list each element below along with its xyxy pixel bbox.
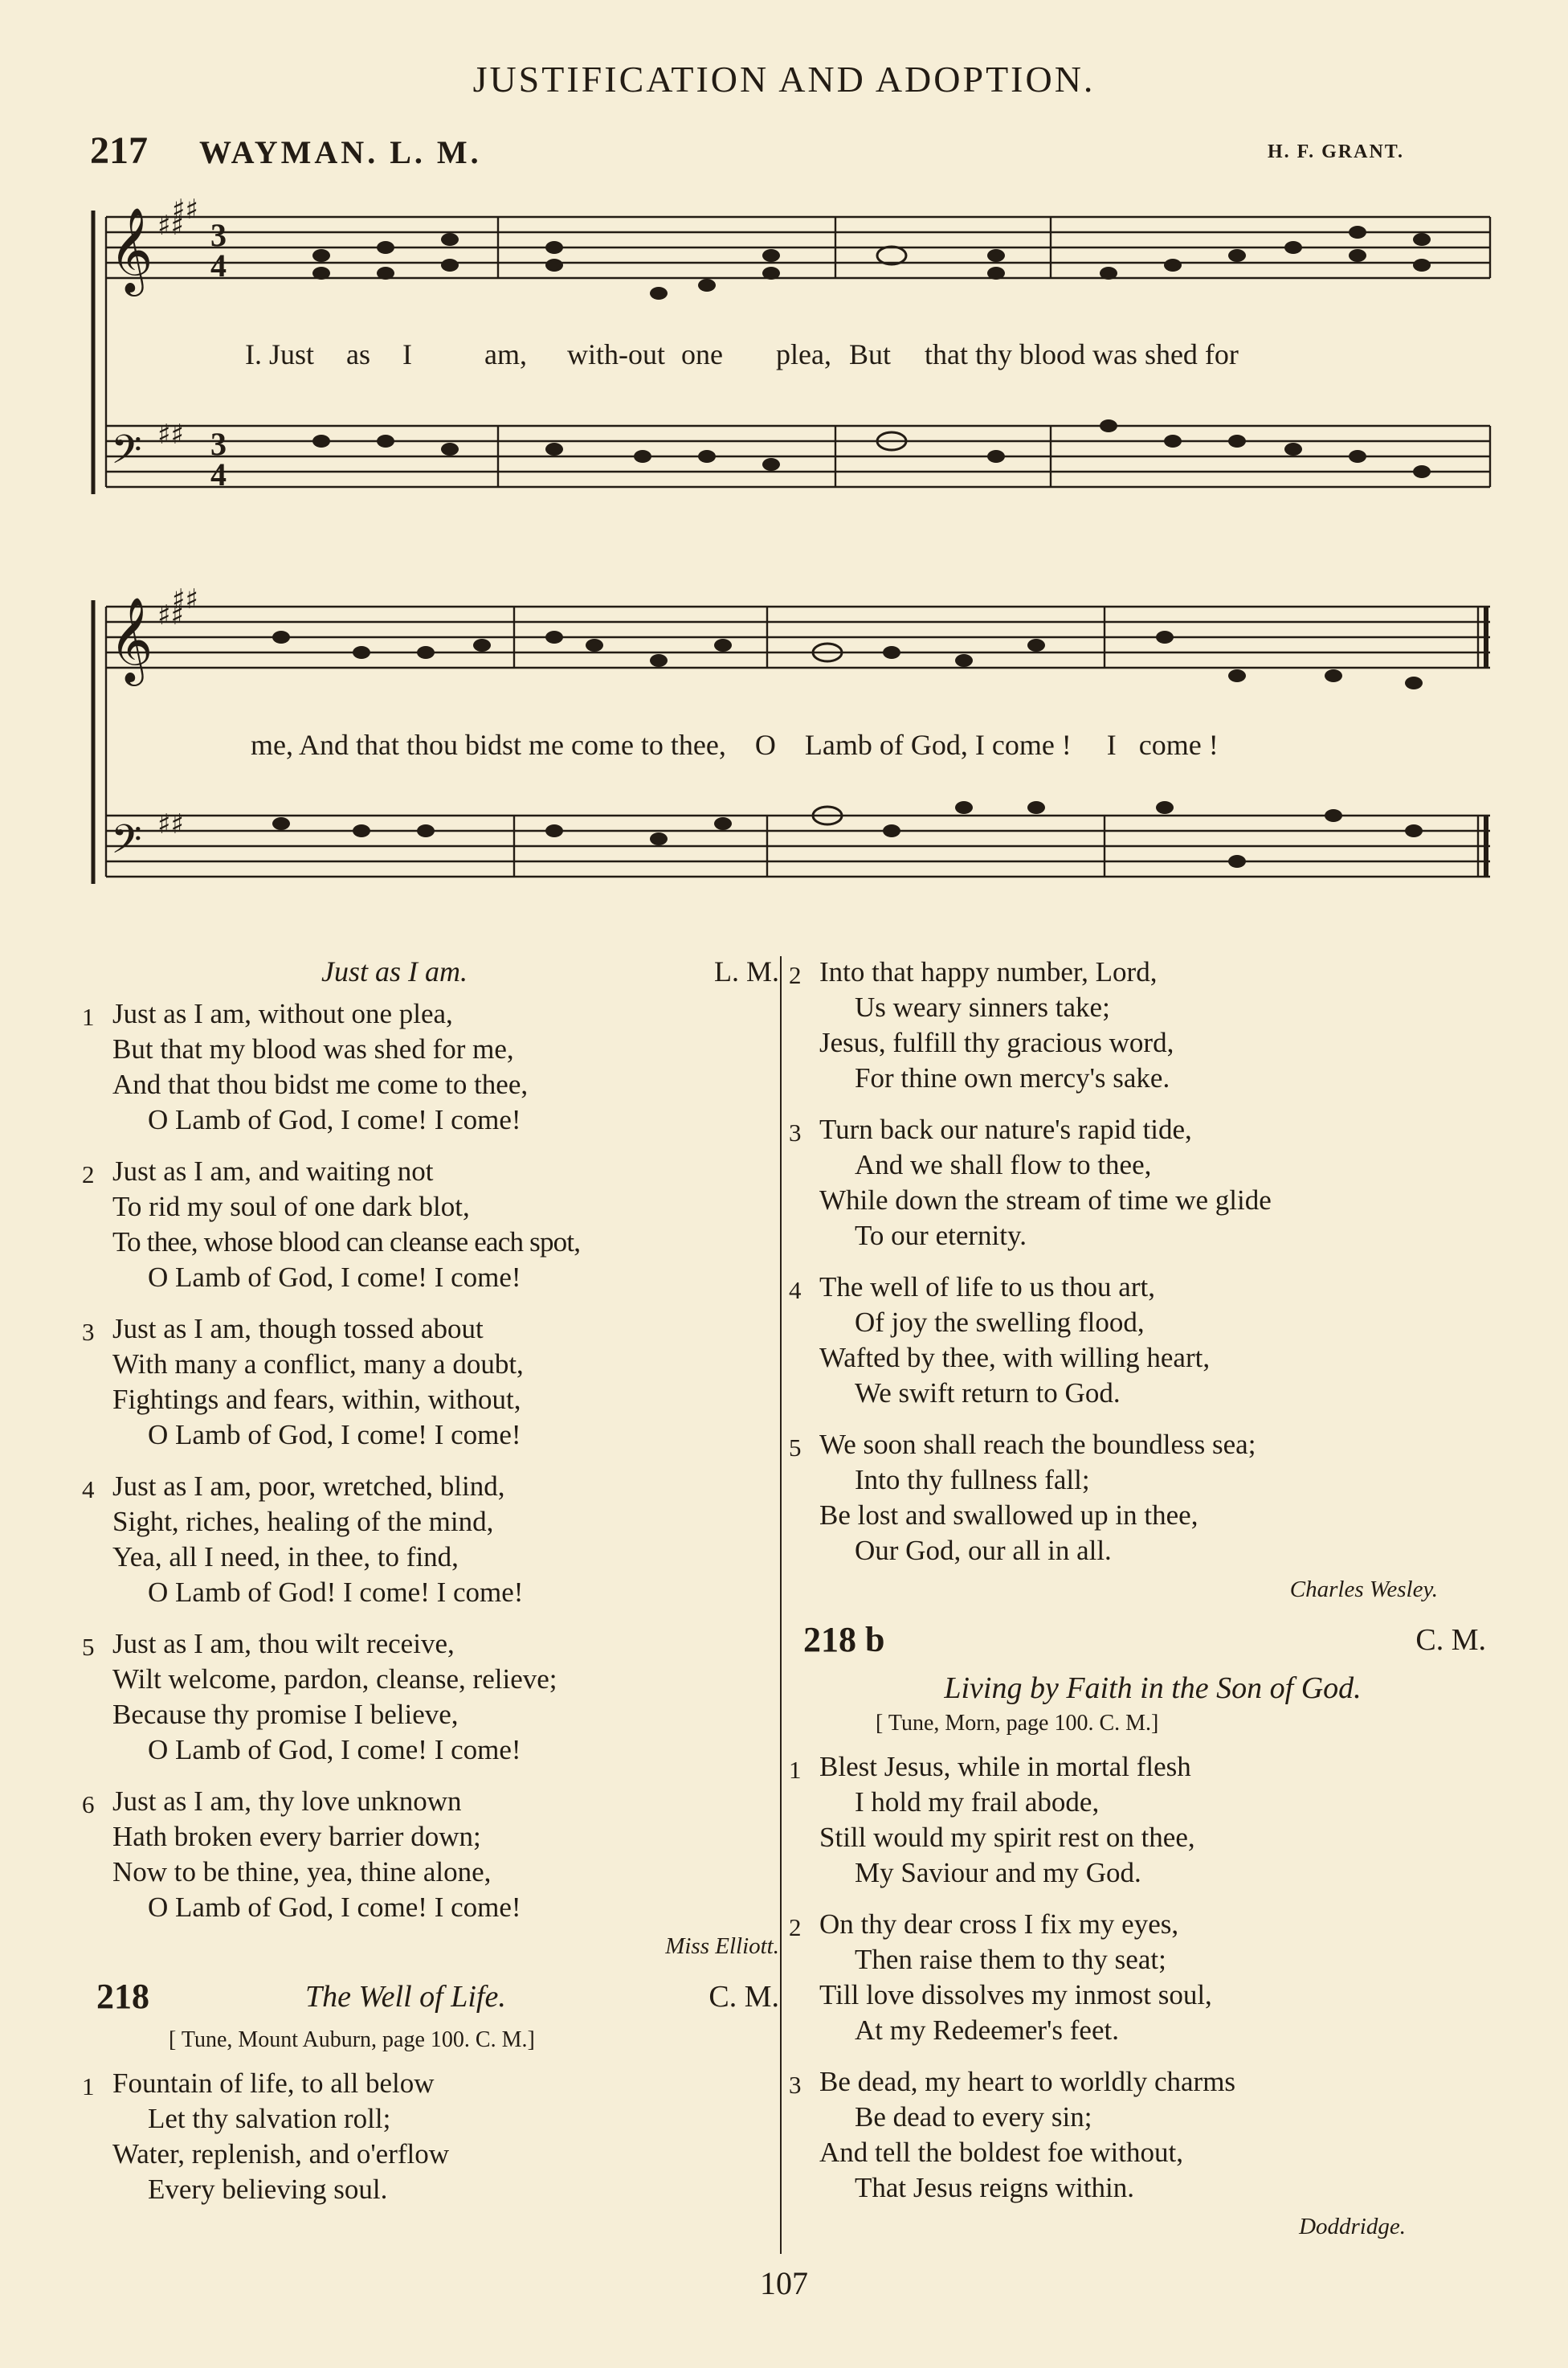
verse-line: With many a conflict, many a doubt, — [112, 1348, 524, 1380]
hymn-meter: C. M. — [708, 1980, 779, 2014]
verse-line: Just as I am, poor, wretched, blind, — [112, 1470, 505, 1502]
hymn-218b-heading — [803, 1619, 1486, 1671]
verse-line: O Lamb of God, I come! I come! — [148, 1892, 521, 1923]
lyrics-line-2: me, And that thou bidst me come to thee, O Lamb of God, I come ! I come ! — [251, 729, 1219, 761]
verse-line: Every believing soul. — [148, 2174, 388, 2205]
verse-line: Till love dissolves my inmost soul, — [819, 1979, 1212, 2010]
verse-number: 1 — [82, 2072, 95, 2100]
section-heading — [112, 955, 779, 996]
hymn-title: The Well of Life. — [305, 1980, 506, 2014]
verse — [789, 2064, 1486, 2206]
verse — [789, 955, 1486, 1096]
verse-number: 2 — [789, 1913, 802, 1941]
bass-clef-icon: 𝄢 — [111, 816, 142, 873]
music-score — [0, 0, 1568, 924]
verse-line: Hath broken every barrier down; — [112, 1821, 481, 1852]
verse-line: We soon shall reach the boundless sea; — [819, 1429, 1256, 1460]
hymn-218-heading — [96, 1976, 779, 2027]
verse-line: Still would my spirit rest on thee, — [819, 1822, 1195, 1853]
verse — [82, 1469, 779, 1610]
verse-line: O Lamb of God, I come! I come! — [148, 1734, 521, 1765]
verse-line: Fountain of life, to all below — [112, 2067, 435, 2099]
tune-reference: [ Tune, Morn, page 100. C. M.] — [876, 1711, 1159, 1736]
right-column — [789, 955, 1486, 2256]
verse-line: My Saviour and my God. — [855, 1857, 1141, 1888]
verse-line: But that my blood was shed for me, — [112, 1033, 514, 1065]
verse-line: Of joy the swelling flood, — [855, 1307, 1145, 1338]
verse-line: To thee, whose blood can cleanse each spot, — [112, 1226, 581, 1258]
verse — [789, 1270, 1486, 1411]
verse-line: Wilt welcome, pardon, cleanse, relieve; — [112, 1663, 557, 1695]
verse-line: Just as I am, thy love unknown — [112, 1785, 462, 1817]
hymn-number: 217 — [90, 129, 148, 172]
verse-line: Turn back our nature's rapid tide, — [819, 1114, 1192, 1145]
page-header: JUSTIFICATION AND ADOPTION. — [472, 59, 1096, 100]
verse-line: That Jesus reigns within. — [855, 2172, 1135, 2203]
verse-number: 4 — [82, 1475, 95, 1503]
verse-line: To rid my soul of one dark blot, — [112, 1191, 470, 1222]
verse-line: And that thou bidst me come to thee, — [112, 1069, 529, 1100]
verse-line: To our eternity. — [855, 1220, 1027, 1251]
verse-line: For thine own mercy's sake. — [855, 1062, 1170, 1094]
bass-clef-icon: 𝄢 — [111, 427, 142, 483]
verse-number: 6 — [82, 1790, 95, 1818]
verse-line: I hold my frail abode, — [855, 1786, 1100, 1818]
verse-line: Fightings and fears, within, without, — [112, 1384, 521, 1415]
verse-number: 3 — [789, 1119, 802, 1147]
verse — [82, 1784, 779, 1925]
verse — [789, 1749, 1486, 1891]
lyrics-line-1: I. Just as I am, with-out one plea, But that thy blood was shed for — [245, 338, 1239, 370]
verse-line: Just as I am, thou wilt receive, — [112, 1628, 455, 1659]
verse-number: 1 — [789, 1756, 802, 1784]
verse-line: Just as I am, though tossed about — [112, 1313, 484, 1344]
tune-name: WAYMAN. L. M. — [199, 134, 482, 170]
verse-number: 5 — [82, 1633, 95, 1661]
hymn-title: Living by Faith in the Son of God. — [944, 1671, 1362, 1705]
time-signature: 4 — [210, 456, 227, 493]
column-divider — [780, 956, 782, 2254]
author-credit: Miss Elliott. — [665, 1933, 779, 1959]
verse-line: Jesus, fulfill thy gracious word, — [819, 1027, 1174, 1058]
hymn-number: 218 — [96, 1977, 149, 2016]
verse-line: Yea, all I need, in thee, to find, — [112, 1541, 459, 1573]
staff-treble-2 — [106, 607, 1490, 668]
verse-line: Now to be thine, yea, thine alone, — [112, 1856, 492, 1887]
verse — [789, 1427, 1486, 1568]
verse — [82, 1626, 779, 1768]
verse-number: 5 — [789, 1433, 802, 1462]
verse-line: Be dead, my heart to worldly charms — [819, 2066, 1236, 2097]
verse-line: O Lamb of God, I come! I come! — [148, 1104, 521, 1135]
author-credit: Doddridge. — [1299, 2214, 1406, 2239]
composer: H. F. GRANT. — [1268, 141, 1405, 162]
left-column — [82, 955, 779, 2223]
verse-line: While down the stream of time we glide — [819, 1184, 1272, 1216]
verse — [82, 1154, 779, 1295]
section-title: Just as I am. — [321, 955, 468, 988]
verse-line: On thy dear cross I fix my eyes, — [819, 1908, 1179, 1940]
verse-line: O Lamb of God, I come! I come! — [148, 1419, 521, 1450]
verse — [789, 1907, 1486, 2048]
verse-line: Just as I am, without one plea, — [112, 998, 453, 1029]
verse-line: Just as I am, and waiting not — [112, 1155, 434, 1187]
verse-number: 3 — [789, 2071, 802, 2099]
verse-line: We swift return to God. — [855, 1377, 1121, 1409]
verse — [82, 996, 779, 1138]
verse-line: Then raise them to thy seat; — [855, 1944, 1166, 1975]
treble-clef-icon: 𝄞 — [109, 596, 153, 682]
verse-line: O Lamb of God! I come! I come! — [148, 1577, 524, 1608]
verse-line: Because thy promise I believe, — [112, 1699, 459, 1730]
time-signature: 4 — [210, 247, 227, 284]
verse-line: Sight, riches, healing of the mind, — [112, 1506, 494, 1537]
staff-bass-1 — [106, 426, 1490, 487]
verse-line: Into thy fullness fall; — [855, 1464, 1090, 1495]
verse-line: Our God, our all in all. — [855, 1535, 1112, 1566]
verse-line: Let thy salvation roll; — [148, 2103, 391, 2134]
verse-line: Blest Jesus, while in mortal flesh — [819, 1751, 1191, 1782]
sharp-key-icon: ♯♯ — [157, 808, 184, 840]
verse-line: Be dead to every sin; — [855, 2101, 1092, 2133]
section-meter: L. M. — [714, 955, 779, 988]
verse-line: The well of life to us thou art, — [819, 1271, 1155, 1303]
treble-clef-icon: 𝄞 — [109, 207, 153, 292]
hymn-meter: C. M. — [1415, 1623, 1486, 1657]
hymn-number: 218 b — [803, 1620, 885, 1659]
page-number: 107 — [760, 2265, 808, 2301]
sharp-key-icon: ♯♯ — [172, 194, 198, 226]
time-signature: 3 — [210, 426, 227, 462]
sharp-key-icon: ♯♯ — [157, 599, 184, 632]
verse-number: 3 — [82, 1318, 95, 1346]
verse-line: Wafted by thee, with willing heart, — [819, 1342, 1211, 1373]
verse-line: Us weary sinners take; — [855, 992, 1110, 1023]
verse-line: Be lost and swallowed up in thee, — [819, 1499, 1198, 1531]
staff-bass-2 — [106, 816, 1490, 877]
author-credit: Charles Wesley. — [1289, 1577, 1438, 1602]
tune-reference: [ Tune, Mount Auburn, page 100. C. M.] — [169, 2027, 535, 2052]
sharp-key-icon: ♯♯ — [172, 583, 198, 616]
verse-number: 1 — [82, 1003, 95, 1031]
verse-number: 4 — [789, 1276, 802, 1304]
verse — [789, 1112, 1486, 1254]
verse-number: 2 — [789, 961, 802, 989]
sharp-key-icon: ♯♯ — [157, 419, 184, 451]
time-signature: 3 — [210, 217, 227, 253]
verse — [82, 2066, 779, 2207]
verse-line: And we shall flow to thee, — [855, 1149, 1152, 1180]
verse — [82, 1311, 779, 1453]
verse-number: 2 — [82, 1160, 95, 1188]
verse-line: O Lamb of God, I come! I come! — [148, 1262, 521, 1293]
verse-line: Into that happy number, Lord, — [819, 956, 1158, 988]
verse-line: Water, replenish, and o'erflow — [112, 2138, 450, 2170]
sharp-key-icon: ♯♯ — [157, 210, 184, 242]
verse-line: At my Redeemer's feet. — [855, 2014, 1119, 2046]
verse-line: And tell the boldest foe without, — [819, 2137, 1183, 2168]
staff-treble-1 — [106, 217, 1490, 278]
